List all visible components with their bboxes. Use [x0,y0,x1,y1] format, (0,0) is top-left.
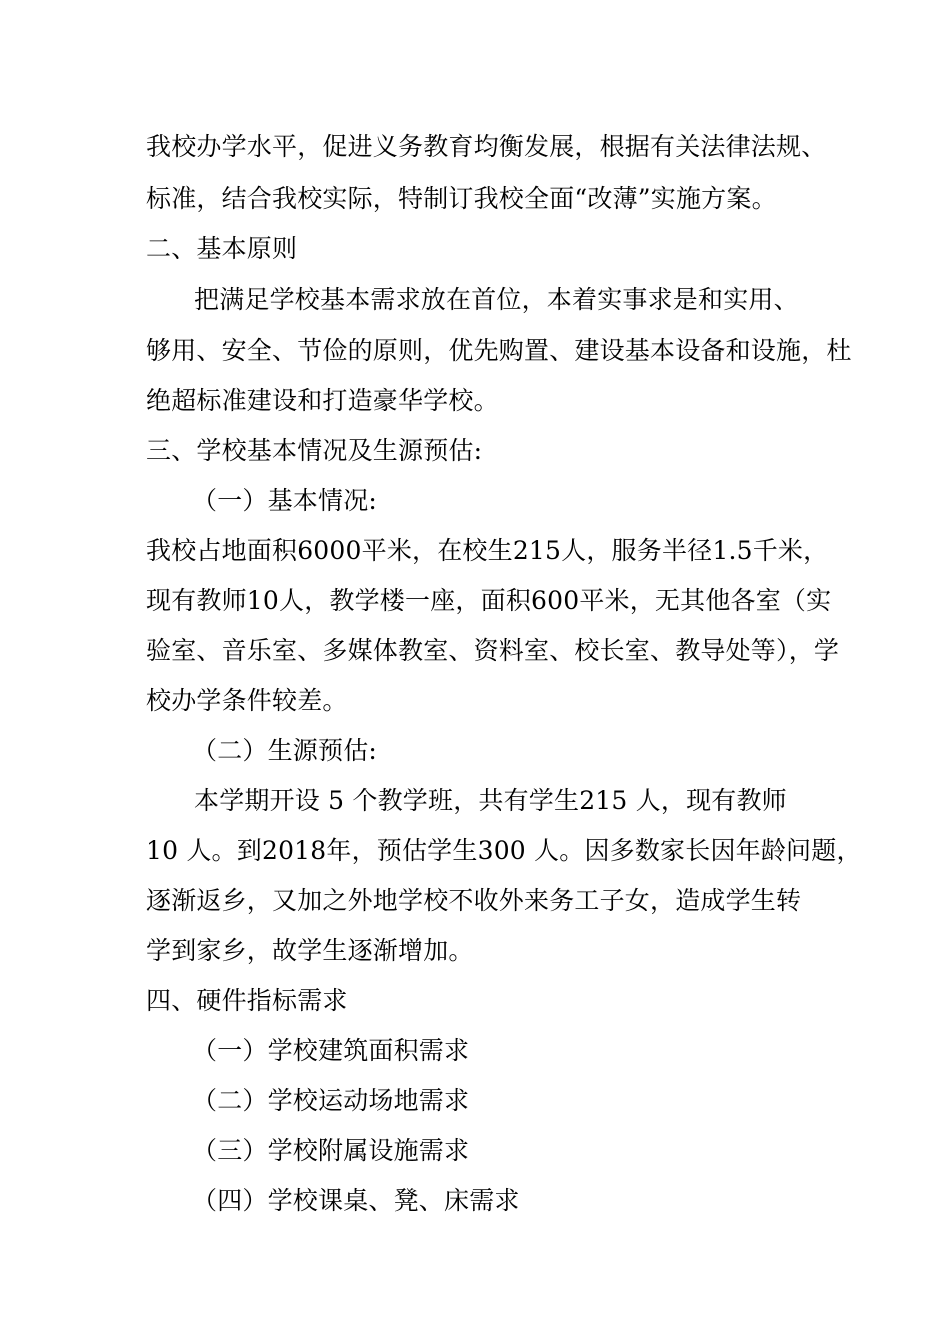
section-heading: 三、学校基本情况及生源预估: [146,436,483,465]
paragraph-line: 我校办学水平，促进义务教育均衡发展，根据有关法律法规、 [146,132,827,161]
subsection-heading: （一）基本情况: [192,486,378,515]
subsection-heading: （一）学校建筑面积需求 [192,1036,470,1065]
paragraph-line: 10 人。到2018年，预估学生300 人。因多数家长因年龄问题， [146,836,862,865]
paragraph-line: 校办学条件较差。 [146,686,348,715]
subsection-heading: （四）学校课桌、凳、床需求 [192,1186,520,1215]
paragraph-line: 够用、安全、节俭的原则，优先购置、建设基本设备和设施，杜 [146,336,852,365]
paragraph-line: 逐渐返乡，又加之外地学校不收外来务工子女，造成学生转 [146,886,802,915]
paragraph-line: 把满足学校基本需求放在首位，本着实事求是和实用、 [194,285,799,314]
subsection-heading: （二）生源预估: [192,736,378,765]
paragraph-line: 学到家乡，故学生逐渐增加。 [146,936,474,965]
subsection-heading: （二）学校运动场地需求 [192,1086,470,1115]
paragraph-line: 绝超标准建设和打造豪华学校。 [146,386,499,415]
section-heading: 二、基本原则 [146,234,298,263]
paragraph-line: 本学期开设 5 个教学班，共有学生215 人，现有教师 [194,786,787,815]
section-heading: 四、硬件指标需求 [146,986,348,1015]
subsection-heading: （三）学校附属设施需求 [192,1136,470,1165]
paragraph-line: 我校占地面积6000平米，在校生215人，服务半径1.5千米， [146,536,829,565]
paragraph-line: 验室、音乐室、多媒体教室、资料室、校长室、教导处等），学 [146,636,840,665]
paragraph-line: 现有教师10人，教学楼一座，面积600平米，无其他各室（实 [146,586,832,615]
paragraph-line: 标准，结合我校实际，特制订我校全面“改薄”实施方案。 [146,184,777,213]
